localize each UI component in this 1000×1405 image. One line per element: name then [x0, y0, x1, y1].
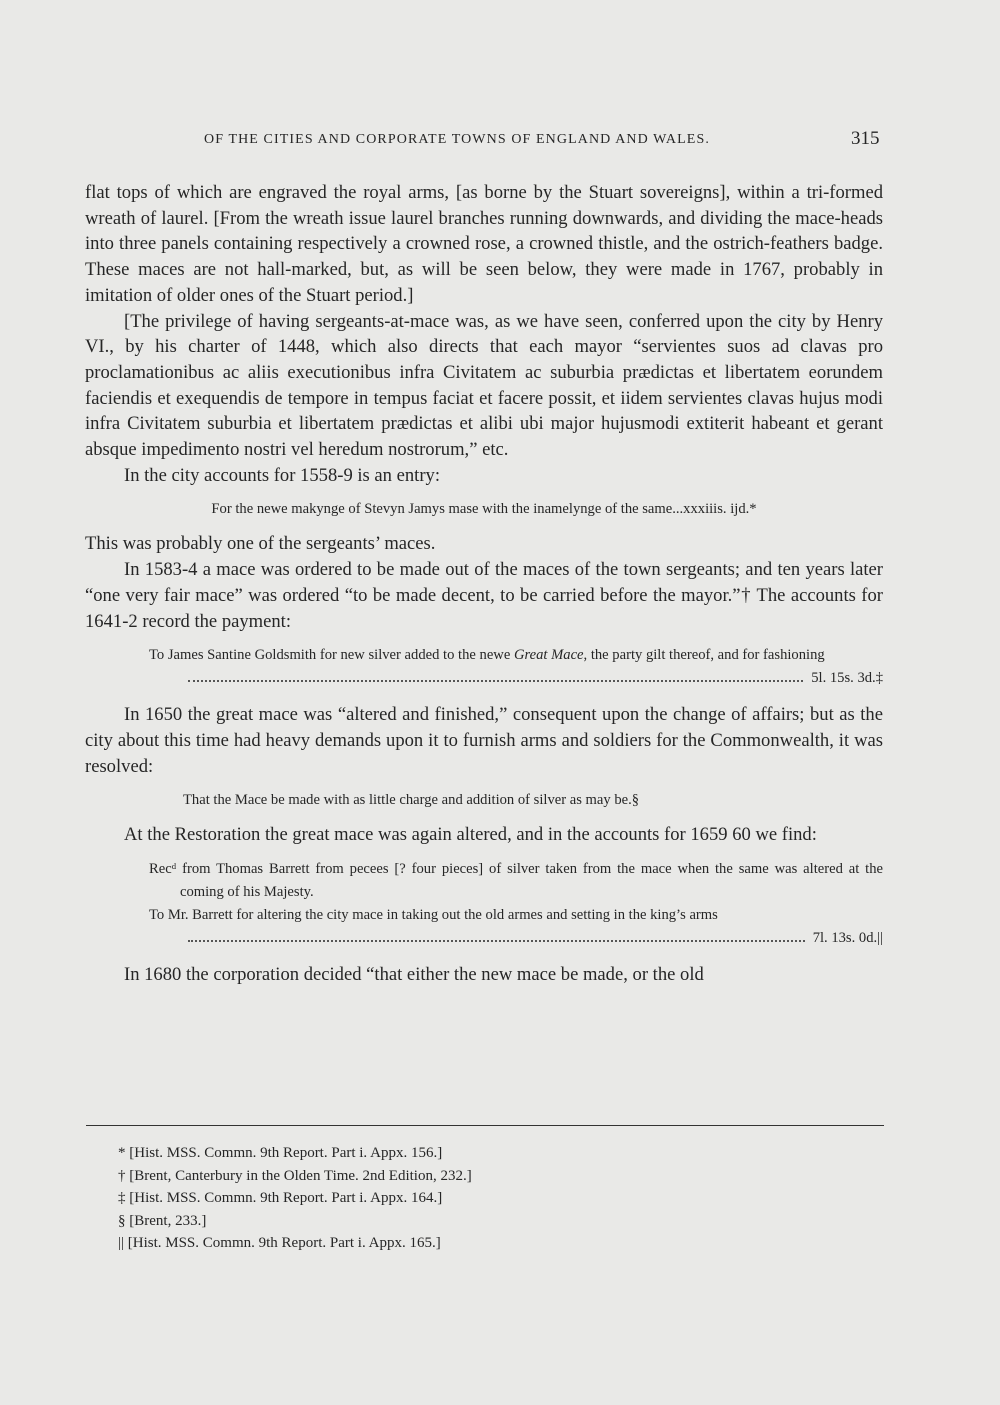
- page-header: [0, 128, 1000, 156]
- entry-italic: Great Mace: [513, 647, 584, 664]
- footnote-2: † [Brent, Canterbury in the Olden Time. 2nd Edition, 232.]: [118, 1167, 472, 1184]
- amount-leader: [85, 927, 883, 950]
- main-text: [85, 180, 883, 988]
- paragraph-4: This was probably one of the sergeants’ maces.: [85, 533, 436, 555]
- quote-james-santine: [85, 644, 883, 690]
- paragraph-2: [The privilege of having sergeants-at-mace was, as we have seen, conferred upon the city by Henry VI., by his charter of 1448, which also directs that each mayor “servientes suos ad clavas pro proclamationibus ac aliis executionibus infra Civitatem ac suburbia prædictas et libertatem eorundem faciendis et exequendis de tempore in tempus faciat et facere possit, et iidem servientes clavas hujus modi infra Civitatem suburbia et libertatem prædictas et alibi ubi major hujusmodi extiterit habeant et gerant absque impedimento nostri vel heredum nostrorum,” etc.: [85, 310, 883, 461]
- entry-amount: 5l. 15s. 3d.‡: [811, 670, 883, 687]
- amount-leader: [85, 667, 883, 690]
- dot-leader: [188, 680, 803, 682]
- entry-text-part: To James Santine Goldsmith for new silver added to the newe: [149, 647, 514, 664]
- footnotes: [118, 1142, 878, 1255]
- quote-mace-resolution: That the Mace be made with as little charge and addition of silver as may be.§: [183, 792, 640, 809]
- entry-amount: 7l. 13s. 0d.||: [812, 930, 883, 947]
- footnote-divider: [86, 1125, 884, 1126]
- footnote-5: || [Hist. MSS. Commn. 9th Report. Part i. Appx. 165.]: [118, 1235, 441, 1251]
- footnote-1: * [Hist. MSS. Commn. 9th Report. Part i. Appx. 156.]: [118, 1145, 443, 1161]
- quote-barrett-accounts: [85, 858, 883, 950]
- footnote-3: ‡ [Hist. MSS. Commn. 9th Report. Part i. Appx. 164.]: [118, 1190, 443, 1206]
- dot-leader: [188, 940, 805, 942]
- account-entry-barrett-altering: To Mr. Barrett for altering the city mace in taking out the old armes and setting in the king’s arms: [149, 907, 718, 924]
- entry-text-part: , the party gilt thereof, and for fashioning: [583, 647, 825, 664]
- footnote-4: § [Brent, 233.]: [118, 1212, 207, 1229]
- page-number: 315: [851, 128, 880, 149]
- paragraph-5: In 1583-4 a mace was ordered to be made out of the maces of the town sergeants; and ten years later “one very fair mace” was ordered “to be made decent, to be carried before the mayor.”† The accounts for 1641-2 record the payment:: [85, 559, 883, 632]
- account-entry-barrett-received: Recᵈ from Thomas Barrett from pecees [? four pieces] of silver taken from the mace when the same was altered at the coming of his Majesty.: [149, 861, 883, 901]
- paragraph-8: In 1680 the corporation decided “that either the new mace be made, or the old: [124, 964, 704, 986]
- paragraph-1: flat tops of which are engraved the royal arms, [as borne by the Stuart sovereigns], within a tri-formed wreath of laurel. [From the wreath issue laurel branches running downwards, and dividing the mace-heads into three panels containing respectively a crowned rose, a crowned thistle, and the ostrich-feathers badge. These maces are not hall-marked, but, as will be seen below, they were made in 1767, probably in imitation of older ones of the Stuart period.]: [85, 182, 883, 306]
- account-entry-santine: [85, 644, 883, 667]
- paragraph-3: In the city accounts for 1558-9 is an entry:: [124, 464, 441, 486]
- quote-stevyn-jamys: For the newe makynge of Stevyn Jamys mase with the inamelynge of the same...xxxiiis. ijd.*: [211, 501, 757, 518]
- paragraph-7: At the Restoration the great mace was again altered, and in the accounts for 1659 60 we find:: [124, 824, 817, 846]
- paragraph-6: In 1650 the great mace was “altered and finished,” consequent upon the change of affairs; but as the city about this time had heavy demands upon it to furnish arms and soldiers for the Commonwealth, it was resolved:: [85, 704, 883, 777]
- running-title: OF THE CITIES AND CORPORATE TOWNS OF ENGLAND AND WALES.: [204, 132, 710, 147]
